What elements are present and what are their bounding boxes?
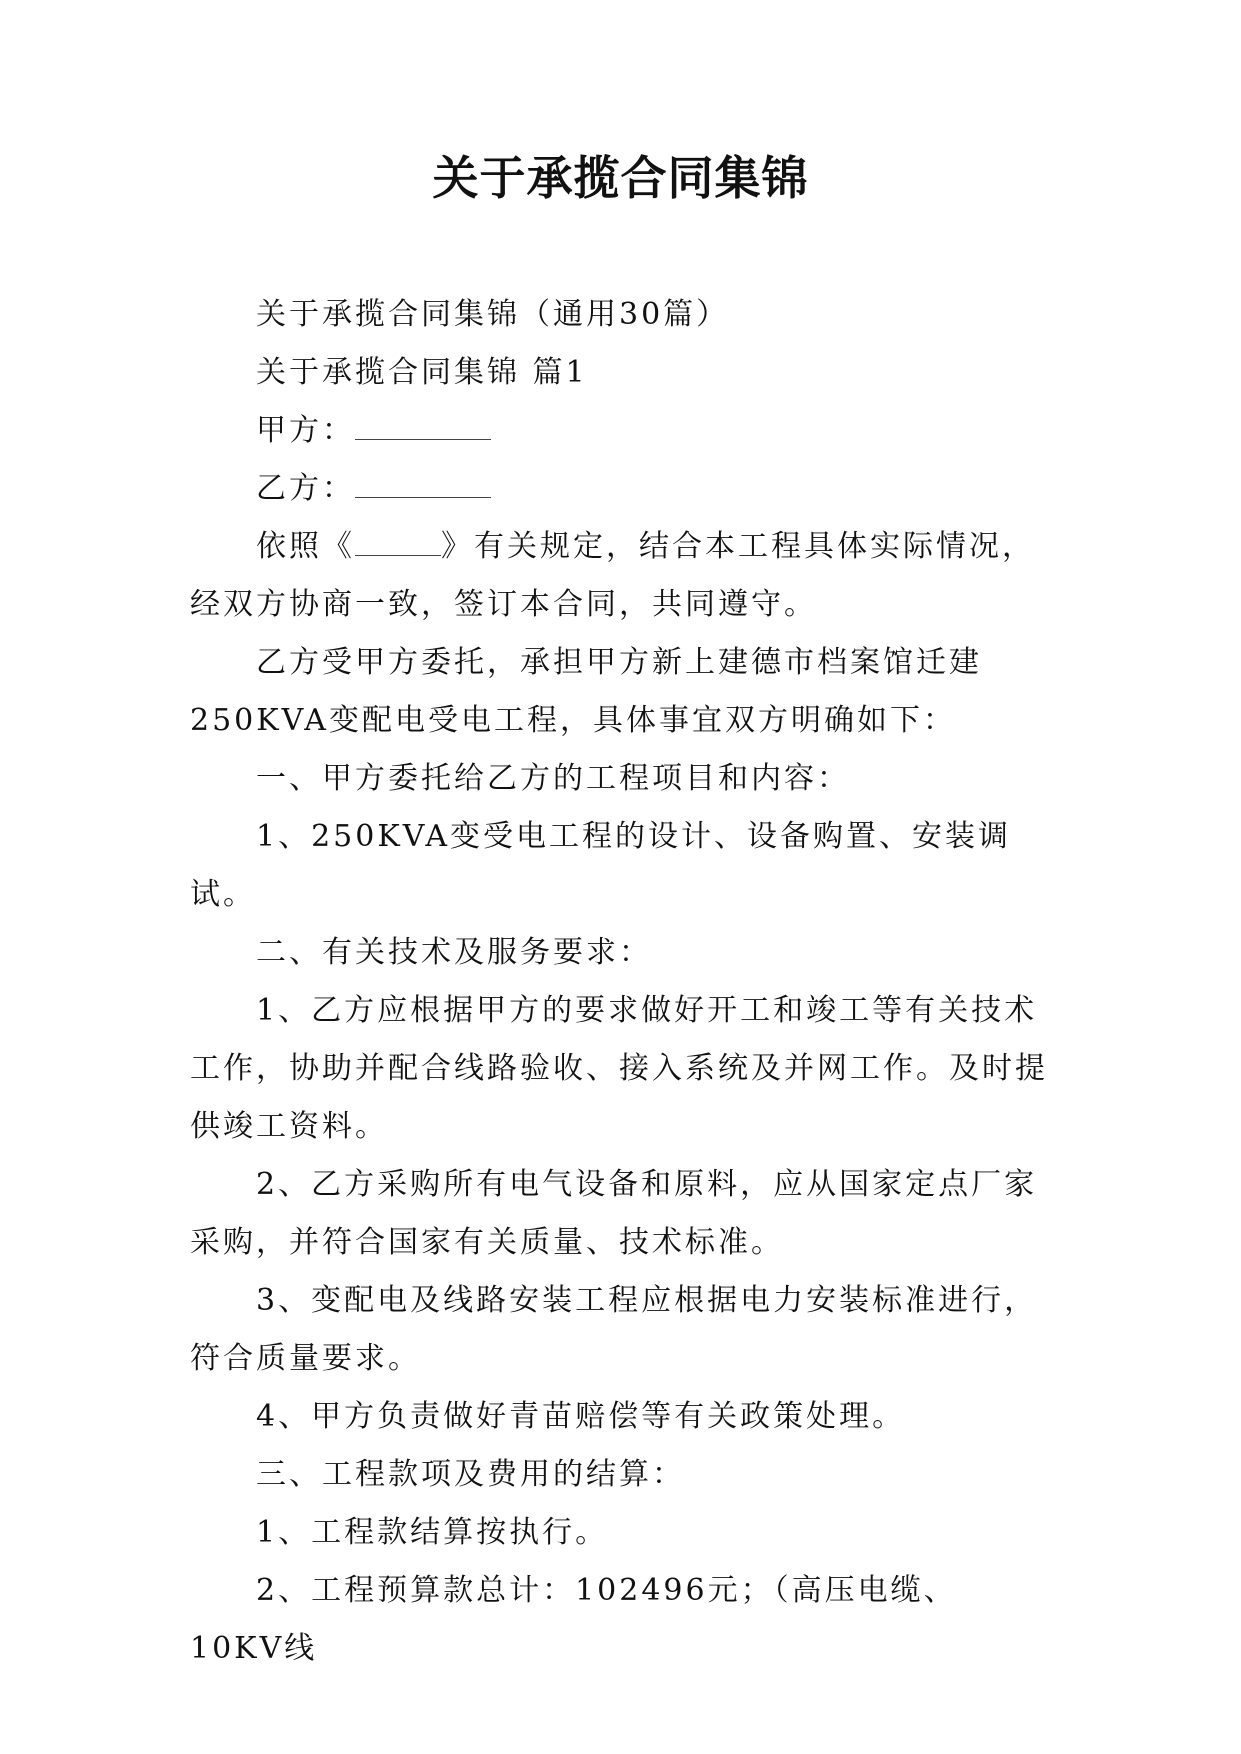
paragraph-basis [190, 518, 1050, 634]
party-b-blank [355, 471, 491, 498]
party-a-label: 甲方： [256, 413, 355, 448]
party-b-label: 乙方： [256, 471, 355, 506]
law-name-blank [355, 529, 441, 556]
paragraph-section-heading: 关于承揽合同集锦 篇1 [256, 355, 588, 390]
paragraph-item-one-1: 1、250KVA变受电工程的设计、设备购置、安装调试。 [190, 819, 1012, 912]
paragraph-item-three-1: 1、工程款结算按执行。 [256, 1515, 609, 1550]
party-a-blank [355, 413, 491, 440]
paragraph-item-two-heading: 二、有关技术及服务要求： [256, 935, 652, 970]
paragraph-party-a [190, 402, 1050, 460]
paragraph-item-two-3: 3、变配电及线路安装工程应根据电力安装标准进行，符合质量要求。 [190, 1283, 1038, 1376]
basis-suffix: 》有关规定，结合本工程具体实际情况，经双方协商一致，签订本合同，共同遵守。 [190, 529, 1035, 622]
paragraph-item-three-heading: 三、工程款项及费用的结算： [256, 1457, 685, 1492]
paragraph-item-two-2: 2、乙方采购所有电气设备和原料，应从国家定点厂家采购，并符合国家有关质量、技术标准。 [190, 1167, 1038, 1260]
paragraph-item-one-heading: 一、甲方委托给乙方的工程项目和内容： [256, 761, 850, 796]
document-body [190, 286, 1050, 1678]
basis-prefix: 依照《 [256, 529, 355, 564]
paragraph-entrustment: 乙方受甲方委托，承担甲方新上建德市档案馆迁建250KVA变配电受电工程，具体事宜双方明确如下： [190, 645, 982, 738]
paragraph-party-b [190, 460, 1050, 518]
paragraph-item-two-4: 4、甲方负责做好青苗赔偿等有关政策处理。 [256, 1399, 906, 1434]
paragraph-item-two-1: 1、乙方应根据甲方的要求做好开工和竣工等有关技术工作，协助并配合线路验收、接入系统及并网工作。及时提供竣工资料。 [190, 993, 1048, 1144]
paragraph-subtitle: 关于承揽合同集锦（通用30篇） [256, 297, 730, 332]
document-title: 关于承揽合同集锦 [432, 151, 809, 205]
paragraph-item-three-2: 2、工程预算款总计：102496元；（高压电缆、10KV线 [190, 1573, 957, 1666]
